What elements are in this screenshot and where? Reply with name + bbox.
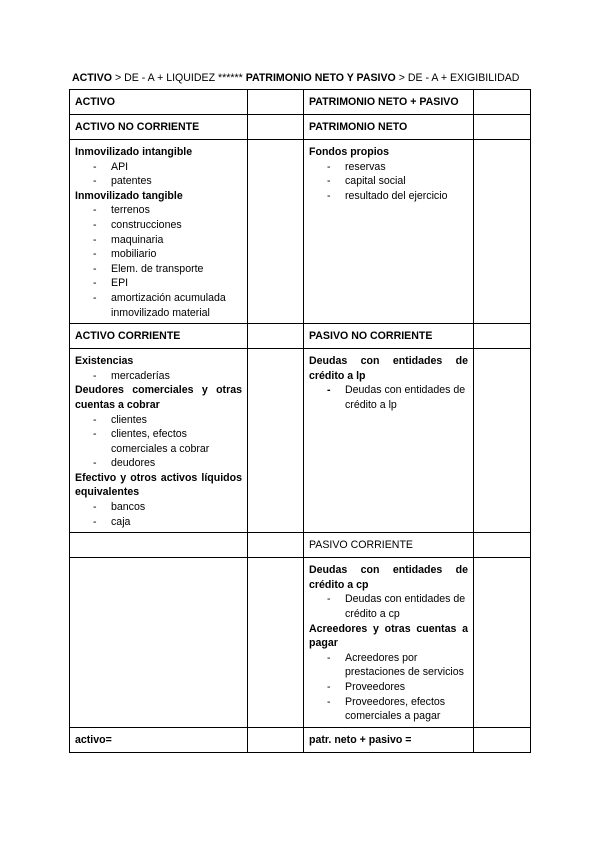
section-title: Acreedores y otras cuentas a pagar bbox=[309, 622, 468, 650]
list-item: - deudores bbox=[75, 456, 242, 471]
value-cell bbox=[248, 90, 304, 115]
list-item: - reservas bbox=[309, 160, 468, 175]
section-title: Deudas con entidades de crédito a cp bbox=[309, 564, 468, 591]
list-item: - maquinaria bbox=[75, 233, 242, 248]
list-item: - amortización acumulada inmovilizado material bbox=[75, 291, 242, 320]
acreedores-list bbox=[309, 651, 468, 724]
value-cell bbox=[248, 558, 304, 728]
list-item: - Deudas con entidades de crédito a lp bbox=[309, 383, 468, 412]
empty-cell bbox=[70, 533, 248, 558]
list-item: - API bbox=[75, 160, 242, 175]
document-heading bbox=[72, 72, 519, 84]
list-item: - Elem. de transporte bbox=[75, 262, 242, 277]
heading-pasivo: PATRIMONIO NETO Y PASIVO bbox=[245, 72, 396, 84]
section-title: Inmovilizado intangible bbox=[75, 146, 193, 158]
header-patrimonio-pasivo-cell: PATRIMONIO NETO + PASIVO bbox=[304, 90, 474, 115]
value-cell bbox=[474, 727, 531, 752]
list-item: - construcciones bbox=[75, 218, 242, 233]
list-item: - Deudas con entidades de crédito a cp bbox=[309, 592, 468, 621]
balance-sheet-table bbox=[69, 89, 531, 753]
value-cell bbox=[474, 324, 531, 349]
pasivo-no-corriente-cell: PASIVO NO CORRIENTE bbox=[304, 324, 474, 349]
pasivo-corriente-detail-cell bbox=[304, 558, 474, 728]
existencias-list bbox=[75, 369, 242, 384]
list-item: - Proveedores, efectos comerciales a pagar bbox=[309, 695, 468, 724]
list-item: - Proveedores bbox=[309, 680, 468, 695]
deudas-cp-list bbox=[309, 592, 468, 621]
section-title: Fondos propios bbox=[309, 146, 390, 158]
total-pasivo-cell: patr. neto + pasivo = bbox=[304, 727, 474, 752]
list-item: - clientes bbox=[75, 413, 242, 428]
list-item: - bancos bbox=[75, 500, 242, 515]
fondos-propios-list bbox=[309, 160, 468, 204]
inmov-tangible-list bbox=[75, 203, 242, 320]
heading-pasivo-rule: > DE - A + EXIGIBILIDAD bbox=[395, 72, 520, 84]
list-item: - resultado del ejercicio bbox=[309, 189, 468, 204]
table-row bbox=[70, 558, 531, 728]
list-item: - patentes bbox=[75, 174, 242, 189]
table-row bbox=[70, 90, 531, 115]
list-item: - caja bbox=[75, 515, 242, 530]
value-cell bbox=[248, 140, 304, 324]
value-cell bbox=[474, 115, 531, 140]
deudas-lp-list bbox=[309, 383, 468, 412]
activo-corriente-cell: ACTIVO CORRIENTE bbox=[70, 324, 248, 349]
section-title: Deudores comerciales y otras cuentas a cobrar bbox=[75, 384, 242, 411]
section-title: Efectivo y otros activos líquidos equivalentes bbox=[75, 471, 242, 499]
table-row bbox=[70, 349, 531, 533]
total-activo-cell: activo= bbox=[70, 727, 248, 752]
value-cell bbox=[248, 349, 304, 533]
value-cell bbox=[474, 90, 531, 115]
section-title: Deudas con entidades de crédito a lp bbox=[309, 355, 468, 382]
list-item: - clientes, efectos comerciales a cobrar bbox=[75, 427, 242, 456]
activo-no-corriente-cell: ACTIVO NO CORRIENTE bbox=[70, 115, 248, 140]
list-item: - mobiliario bbox=[75, 247, 242, 262]
empty-cell bbox=[70, 558, 248, 728]
efectivo-list bbox=[75, 500, 242, 529]
deudas-lp-cell bbox=[304, 349, 474, 533]
deudores-list bbox=[75, 413, 242, 471]
heading-activo: ACTIVO bbox=[72, 72, 113, 84]
pasivo-corriente-cell: PASIVO CORRIENTE bbox=[304, 533, 474, 558]
value-cell bbox=[248, 533, 304, 558]
value-cell bbox=[248, 115, 304, 140]
section-title: Inmovilizado tangible bbox=[75, 189, 183, 202]
inmovilizado-cell bbox=[70, 140, 248, 324]
value-cell bbox=[474, 558, 531, 728]
table-row bbox=[70, 727, 531, 752]
list-item: - terrenos bbox=[75, 203, 242, 218]
value-cell bbox=[248, 727, 304, 752]
fondos-propios-cell bbox=[304, 140, 474, 324]
heading-activo-rule: > DE - A + LIQUIDEZ ****** bbox=[112, 72, 246, 84]
patrimonio-neto-cell: PATRIMONIO NETO bbox=[304, 115, 474, 140]
value-cell bbox=[474, 533, 531, 558]
value-cell bbox=[474, 349, 531, 533]
inmov-intangible-list bbox=[75, 160, 242, 189]
activo-corriente-detail-cell bbox=[70, 349, 248, 533]
list-item: - capital social bbox=[309, 174, 468, 189]
table-row bbox=[70, 115, 531, 140]
header-activo-cell: ACTIVO bbox=[70, 90, 248, 115]
value-cell bbox=[474, 140, 531, 324]
table-row bbox=[70, 324, 531, 349]
list-item: - mercaderías bbox=[75, 369, 242, 384]
table-row bbox=[70, 533, 531, 558]
table-row bbox=[70, 140, 531, 324]
list-item: - Acreedores por prestaciones de servicios bbox=[309, 651, 468, 680]
value-cell bbox=[248, 324, 304, 349]
section-title: Existencias bbox=[75, 355, 134, 368]
list-item: - EPI bbox=[75, 276, 242, 291]
